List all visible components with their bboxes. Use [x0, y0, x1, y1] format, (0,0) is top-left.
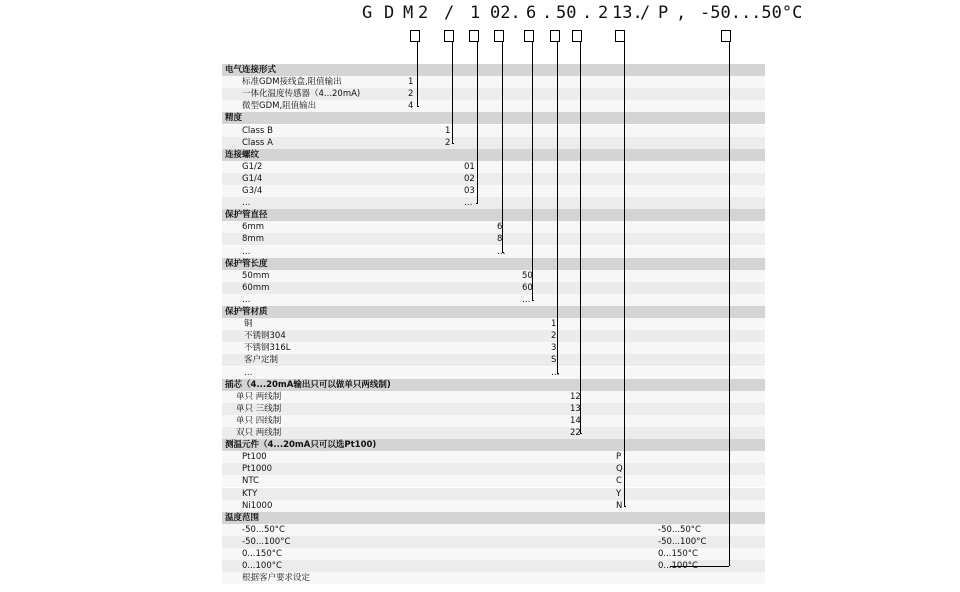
option-code: N — [616, 500, 623, 511]
option-label: 60mm — [242, 282, 270, 293]
option-row — [222, 76, 765, 88]
option-row — [222, 221, 765, 233]
option-code: 02 — [464, 173, 475, 184]
option-code: 03 — [464, 186, 475, 196]
code-segment: 1 — [470, 3, 481, 23]
section-title: 连接螺纹 — [225, 149, 260, 160]
section-title: 精度 — [225, 113, 243, 124]
option-code: … — [551, 367, 560, 378]
option-label: 不锈钢316L — [244, 343, 291, 354]
option-code: Y — [616, 488, 622, 499]
option-row — [222, 524, 765, 536]
option-label: 不锈钢304 — [244, 331, 286, 342]
connector-vertical — [557, 42, 558, 373]
option-code: … — [464, 198, 473, 209]
option-row — [222, 475, 765, 487]
option-row — [222, 342, 765, 354]
connector-horizontal — [502, 252, 504, 253]
option-code: 6 — [497, 222, 503, 233]
connector-vertical — [624, 42, 625, 506]
section-title: 测温元件（4...20mA只可以选Pt100) — [225, 440, 377, 451]
connector-horizontal — [417, 106, 419, 107]
option-code: 8 — [497, 234, 503, 245]
option-label: … — [242, 246, 251, 257]
option-label: 微型GDM,阻值输出 — [242, 101, 317, 112]
connector-vertical — [729, 42, 730, 566]
option-label: 单只 四线制 — [236, 415, 282, 426]
option-row — [222, 173, 765, 185]
option-code: 1 — [551, 319, 557, 330]
code-segment: G — [362, 3, 373, 23]
option-row — [222, 185, 765, 197]
connector-horizontal — [532, 300, 534, 301]
option-row — [222, 270, 765, 282]
option-row — [222, 548, 765, 560]
connector-vertical — [532, 42, 533, 300]
option-label: -50...100°C — [242, 536, 291, 547]
code-segment: / — [640, 3, 651, 23]
connector-horizontal — [557, 373, 559, 374]
code-segment: D — [384, 3, 395, 23]
option-code: 22 — [570, 428, 581, 438]
option-code: Q — [616, 464, 623, 475]
option-label: 8mm — [242, 234, 264, 245]
option-row — [222, 197, 765, 209]
option-label: 0...100°C — [242, 561, 282, 572]
option-code: 01 — [464, 161, 475, 172]
code-segment: P — [658, 3, 669, 23]
option-row — [222, 427, 765, 439]
option-code: 3 — [551, 343, 557, 354]
option-row — [222, 294, 765, 306]
code-box — [572, 30, 582, 42]
option-row — [222, 403, 765, 415]
connector-vertical — [477, 42, 478, 203]
option-code: 1 — [408, 77, 414, 88]
option-code: P — [616, 452, 622, 463]
option-code: … — [522, 294, 531, 305]
code-segment: . — [542, 3, 553, 23]
option-row — [222, 318, 765, 330]
option-row — [222, 572, 765, 584]
option-code: C — [616, 476, 622, 487]
section-header — [222, 439, 765, 451]
option-row — [222, 367, 765, 379]
section-title: 保护管长度 — [225, 258, 268, 269]
connector-horizontal — [452, 143, 454, 144]
option-code: 1 — [445, 125, 451, 136]
code-box — [615, 30, 625, 42]
code-box — [721, 30, 731, 42]
option-label: 6mm — [242, 222, 264, 233]
connector-horizontal — [670, 566, 729, 567]
option-label: G1/2 — [242, 161, 263, 172]
code-segment: 02. — [490, 3, 521, 23]
option-row — [222, 330, 765, 342]
connector-vertical — [502, 42, 503, 252]
option-row — [222, 500, 765, 512]
code-segment: 50 — [556, 3, 577, 23]
option-code: S — [551, 355, 557, 366]
option-label: Ni1000 — [242, 500, 273, 511]
option-label: 0...150°C — [242, 549, 282, 559]
section-title: 保护管直径 — [225, 210, 268, 221]
section-header — [222, 112, 765, 124]
connector-vertical — [452, 42, 453, 143]
option-row — [222, 246, 765, 258]
option-code: -50...100°C — [658, 536, 707, 547]
connector-horizontal — [580, 433, 582, 434]
code-segment: . — [582, 3, 593, 23]
option-row — [222, 137, 765, 149]
code-box — [410, 30, 420, 42]
section-header — [222, 306, 765, 318]
option-label: 标准GDM接线盒,阻值输出 — [242, 77, 342, 88]
option-code: 13 — [570, 403, 581, 414]
option-code: 2 — [445, 137, 451, 148]
option-code: 50 — [522, 270, 533, 281]
section-header — [222, 512, 765, 524]
option-label: 根据客户要求设定 — [242, 573, 311, 584]
option-row — [222, 100, 765, 112]
option-label: Class B — [242, 125, 273, 136]
option-row — [222, 415, 765, 427]
option-label: G3/4 — [242, 186, 263, 196]
code-box — [469, 30, 479, 42]
code-box — [524, 30, 534, 42]
code-segment: 2 — [598, 3, 609, 23]
section-header — [222, 379, 765, 391]
option-code: 14 — [570, 415, 581, 426]
option-label: -50...50°C — [242, 524, 285, 535]
section-title: 插芯（4...20mA输出只可以做单只两线制) — [225, 379, 391, 390]
option-row — [222, 282, 765, 294]
section-title: 电气连接形式 — [225, 65, 277, 75]
code-segment: / — [444, 3, 455, 23]
connector-vertical — [417, 42, 418, 106]
option-row — [222, 463, 765, 475]
option-code: 60 — [522, 282, 533, 293]
option-label: … — [242, 198, 251, 209]
code-segment: M — [403, 3, 414, 23]
option-row — [222, 391, 765, 403]
option-code: 12 — [570, 391, 581, 402]
option-label: KTY — [242, 488, 258, 499]
option-label: 客户定制 — [244, 355, 279, 366]
option-label: 一体化温度传感器（4...20mA) — [242, 89, 361, 100]
option-label: Pt100 — [242, 452, 267, 463]
code-box — [444, 30, 454, 42]
option-label: Class A — [242, 137, 273, 148]
option-label: 单只 两线制 — [236, 391, 282, 402]
option-row — [222, 161, 765, 173]
option-code: 2 — [408, 89, 414, 100]
option-code: 4 — [408, 101, 414, 112]
option-label: Pt1000 — [242, 464, 273, 475]
option-row — [222, 488, 765, 500]
section-title: 温度范围 — [225, 512, 260, 523]
option-row — [222, 125, 765, 137]
code-segment: 2 — [418, 3, 429, 23]
option-row — [222, 536, 765, 548]
section-header — [222, 209, 765, 221]
option-code: 0...100°C — [658, 561, 698, 572]
option-label: … — [242, 294, 251, 305]
code-segment: -50...50°C — [700, 3, 803, 23]
connector-horizontal — [476, 203, 478, 204]
option-row — [222, 354, 765, 366]
code-segment: 13. — [612, 3, 643, 23]
code-segment: 6 — [526, 3, 537, 23]
connector-horizontal — [624, 506, 626, 507]
option-label: 双只 两线制 — [236, 428, 282, 438]
connector-vertical — [580, 42, 581, 433]
option-row — [222, 88, 765, 100]
option-row — [222, 233, 765, 245]
section-title: 保护管材质 — [225, 307, 268, 317]
option-code: 0...150°C — [658, 549, 698, 559]
option-label: NTC — [242, 476, 259, 487]
option-code: … — [497, 246, 506, 257]
code-box — [550, 30, 560, 42]
section-header — [222, 149, 765, 161]
option-label: 铜 — [244, 319, 253, 330]
model-code — [0, 2, 960, 26]
code-box — [494, 30, 504, 42]
option-code: 2 — [551, 331, 557, 342]
code-segment: , — [676, 3, 687, 23]
option-code: -50...50°C — [658, 524, 701, 535]
section-header — [222, 64, 765, 76]
option-label: … — [244, 367, 253, 378]
option-label: 50mm — [242, 270, 270, 281]
section-header — [222, 258, 765, 270]
option-label: 单只 三线制 — [236, 403, 282, 414]
option-label: G1/4 — [242, 173, 263, 184]
option-row — [222, 451, 765, 463]
